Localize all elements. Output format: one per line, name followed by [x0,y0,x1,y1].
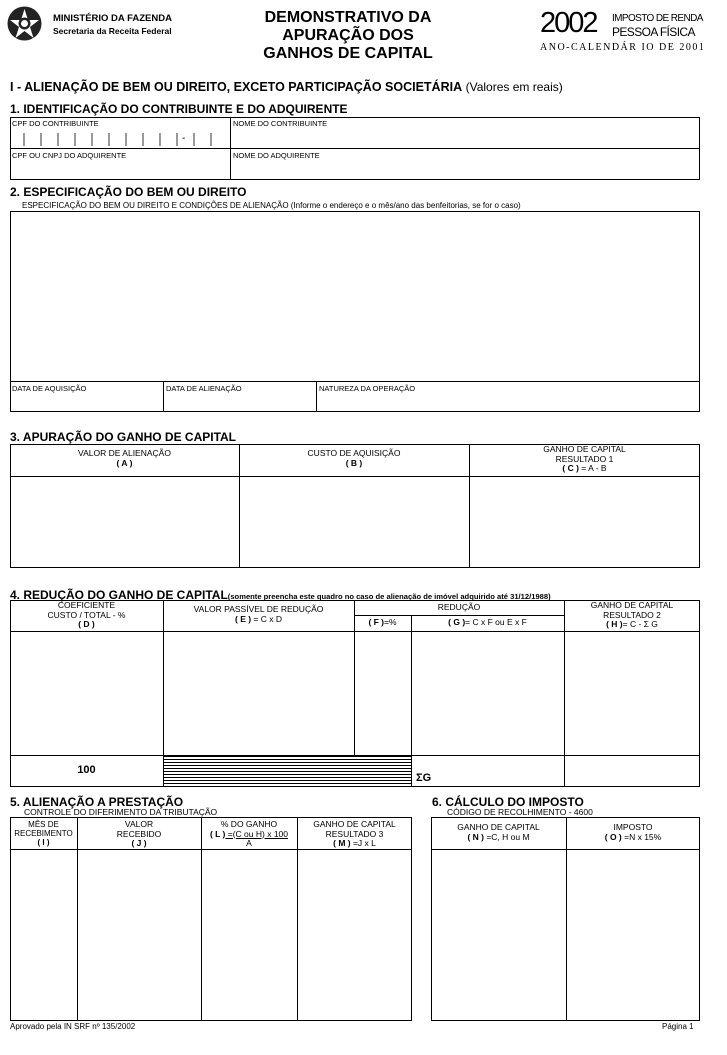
col-n-header [431,823,566,842]
col-l-name1: % DO GANHO [220,819,278,829]
col-l-header [201,820,297,849]
col-h-name1: GANHO DE CAPITAL [590,600,674,610]
col-o-code: ( O ) [604,831,622,842]
imposto-field[interactable] [567,850,699,1020]
natureza-operacao-label: NATUREZA DA OPERAÇÃO [319,384,416,393]
nome-adquirente-field[interactable] [231,160,699,179]
col-f-header [354,618,411,628]
col-i-code: ( I ) [37,838,50,847]
col-a-code: ( A ) [116,457,133,468]
col-m-header [297,820,412,849]
col-f-code: ( F ) [368,617,385,627]
col-l-formula: =(C ou H) x 100 [225,828,289,839]
part-title-text: I - ALIENAÇÃO DE BEM OU DIREITO, EXCETO PARTICIPAÇÃO SOCIETÁRIA [10,80,463,94]
section2-title: 2. ESPECIFICAÇÃO DO BEM OU DIREITO [10,185,247,199]
coat-of-arms [6,5,43,42]
section5-subtitle: CONTROLE DO DIFERIMENTO DA TRIBUTAÇÃO [24,807,218,817]
section1-title: 1. IDENTIFICAÇÃO DO CONTRIBUINTE E DO ADQUIRENTE [10,102,348,116]
cpf-contribuinte-field[interactable] [10,128,230,148]
col-a-header [10,449,239,468]
custo-aquisicao-field[interactable] [240,477,468,567]
tax-label-line1: IMPOSTO DE RENDA [612,13,703,24]
col-c-name1: GANHO DE CAPITAL [543,444,626,454]
col-d-name1: COEFICIENTE [57,600,116,610]
col-m-name1: GANHO DE CAPITAL [313,819,396,829]
reducao-header: REDUÇÃO [437,602,481,612]
section5-title: 5. ALIENAÇÃO A PRESTAÇÃO [10,795,184,809]
col-c-code: ( C ) [562,463,579,473]
col-h-formula: = C - Σ G [622,619,658,629]
ganho-capital-1-field[interactable] [470,477,699,567]
col-i-header [10,820,77,847]
form-title-line3: GANHOS DE CAPITAL [263,45,433,62]
ganho-capital-n-field[interactable] [432,850,565,1020]
nome-adquirente-label: NOME DO ADQUIRENTE [233,151,320,160]
cpf-contribuinte-label: CPF DO CONTRIBUINTE [12,119,99,128]
col-c-formula-row [469,464,700,474]
col-c-name2: RESULTADO 1 [555,453,614,464]
nome-contribuinte-field[interactable] [231,128,699,147]
data-aquisicao-label: DATA DE AQUISIÇÃO [12,384,87,393]
sum-g-field[interactable] [436,756,563,786]
section2-subtitle: ESPECIFICAÇÃO DO BEM OU DIREITO E CONDIÇÕES DE ALIENAÇÃO (Informe o endereço e o mês/ano das benfeitorias, se for o caso) [22,201,521,210]
col-j-name1: VALOR [124,819,154,829]
percent-ganho-field[interactable] [202,850,296,1020]
ganho-capital-2-field[interactable] [565,632,699,786]
coeficiente-field[interactable] [11,632,162,754]
valor-passivel-field[interactable] [164,632,353,754]
section4-title: 4. REDUÇÃO DO GANHO DE CAPITAL [10,588,228,602]
valor-recebido-field[interactable] [78,850,200,1020]
col-n-formula: =C, H ou M [483,831,530,842]
col-m-formula: =J x L [350,838,376,848]
data-alienacao-field[interactable] [164,393,315,411]
data-aquisicao-field[interactable] [11,393,162,411]
col-i-name2: RECEBIMENTO [14,829,73,838]
col-e-header [163,605,354,624]
col-h-name2: RESULTADO 2 [603,609,661,620]
col-j-header [77,820,201,849]
col-h-code: ( H ) [606,619,623,629]
col-e-name: VALOR PASSÍVEL DE REDUÇÃO [193,604,324,614]
cpf-dash: - [182,133,186,144]
hatched-area [164,756,411,786]
col-g-code: ( G ) [448,617,466,627]
section4-note: (somente preencha este quadro no caso de alienação de imóvel adquirido até 31/12/1988) [227,592,551,601]
approval-note: Aprovado pela IN SRF nº 135/2002 [10,1022,136,1031]
cpf-adquirente-label: CPF OU CNPJ DO ADQUIRENTE [12,151,127,160]
col-m-code: ( M ) [333,838,351,848]
col-c-formula: = A - B [578,463,607,473]
col-e-formula-row [163,615,354,625]
mes-recebimento-field[interactable] [11,850,76,1020]
col-b-code: ( B ) [345,457,363,468]
part-note: (Valores em reais) [465,80,563,94]
section6-title: 6. CÁLCULO DO IMPOSTO [432,795,584,809]
col-m-formula-row [297,839,412,849]
col-b-name: CUSTO DE AQUISIÇÃO [307,448,401,458]
nome-contribuinte-label: NOME DO CONTRIBUINTE [233,119,328,128]
reducao-percent-field[interactable] [355,632,410,754]
col-o-formula: =N x 15% [621,831,662,842]
data-alienacao-label: DATA DE ALIENAÇÃO [166,384,242,393]
col-j-code: ( J ) [131,838,147,848]
col-n-name: GANHO DE CAPITAL [457,822,540,832]
col-d-header [10,601,163,630]
calendar-year: ANO-CALENDÁR IO DE 2001 [540,42,706,53]
ministry-name: MINISTÉRIO DA FAZENDA [53,13,172,24]
col-o-name: IMPOSTO [613,822,653,832]
col-b-header [239,449,469,468]
form-title-line1: DEMONSTRATIVO DA [264,9,432,26]
col-o-formula-row [566,833,700,843]
col-i-name1: MÊS DE [28,820,59,829]
cpf-adquirente-field[interactable] [11,160,229,179]
natureza-operacao-field[interactable] [317,393,699,411]
col-l-name3: A [246,838,252,848]
col-g-formula: = C x F ou E x F [465,617,527,627]
specification-field[interactable] [11,212,699,380]
reducao-valor-field[interactable] [412,632,563,754]
valor-alienacao-field[interactable] [11,477,238,567]
col-e-code: ( E ) [235,613,252,624]
col-e-formula: = C x D [251,613,282,624]
secretariat-name: Secretaria da Receita Federal [53,26,172,36]
col-c-header [469,445,700,474]
col-g-header [411,618,564,628]
ganho-capital-3-field[interactable] [298,850,411,1020]
col-j-name2: RECEBIDO [116,828,162,839]
section6-subtitle: CÓDIGO DE RECOLHIMENTO - 4600 [447,807,593,817]
col-l-code: ( L ) [209,828,226,839]
col-h-formula-row [564,620,700,630]
col-h-header [564,601,700,630]
section3-title: 3. APURAÇÃO DO GANHO DE CAPITAL [10,430,237,444]
col-f-formula: =% [384,617,397,627]
col-d-code: ( D ) [78,619,95,629]
col-d-name2: CUSTO / TOTAL - % [47,609,126,620]
form-title-line2: APURAÇÃO DOS [282,27,414,44]
part-title [10,80,563,94]
col-n-code: ( N ) [467,831,484,842]
col-m-name2: RESULTADO 3 [325,828,384,839]
col-n-formula-row [431,833,566,843]
sum-g-total: ΣG [416,772,432,784]
page-number: Página 1 [662,1022,694,1031]
tax-label-line2: PESSOA FÍSICA [612,25,695,39]
col-a-name: VALOR DE ALIENAÇÃO [78,448,171,458]
form-year: 2002 [540,7,597,39]
total-coeficiente: 100 [77,764,96,776]
col-o-header [566,823,700,842]
